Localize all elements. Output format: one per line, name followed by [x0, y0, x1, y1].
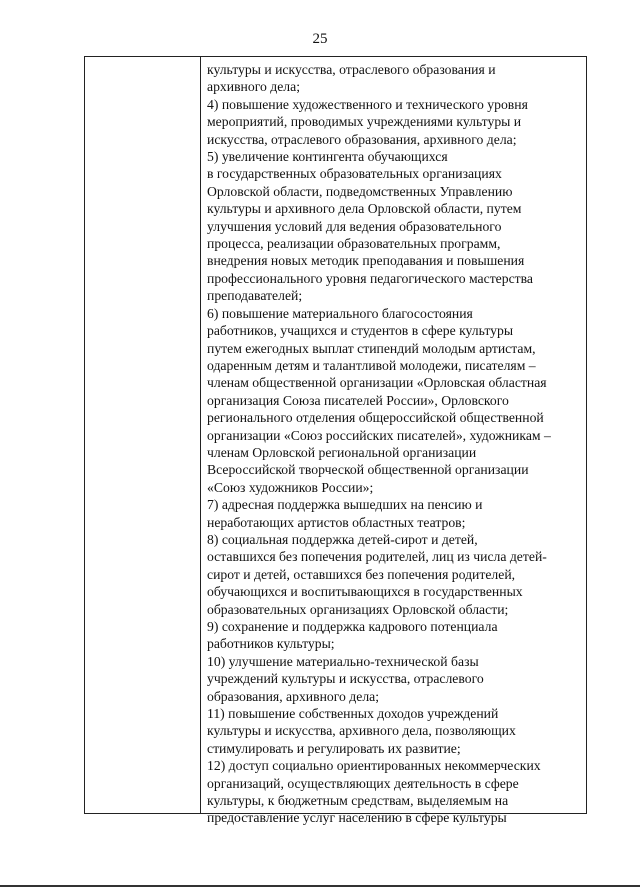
text-line: «Союз художников России»;: [207, 479, 374, 495]
text-line: работников культуры;: [207, 636, 335, 652]
text-line: процесса, реализации образовательных программ,: [207, 236, 501, 252]
document-table: [84, 56, 587, 826]
text-line: Всероссийской творческой общественной организации: [207, 462, 529, 478]
text-line: культуры и искусства, отраслевого образования и: [207, 62, 496, 77]
text-line: 6) повышение материального благосостояния: [207, 305, 473, 321]
text-line: членам общественной организации «Орловская областная: [207, 375, 547, 391]
text-line: культуры, к бюджетным средствам, выделяемым на: [207, 793, 509, 809]
text-line: 5) увеличение контингента обучающихся: [207, 149, 448, 165]
text-line: 8) социальная поддержка детей-сирот и детей,: [207, 531, 478, 547]
text-line: организаций, осуществляющих деятельность в сфере: [207, 775, 519, 791]
text-line: стимулировать и регулировать их развитие;: [207, 740, 461, 756]
text-line: мероприятий, проводимых учреждениями культуры и: [207, 114, 522, 130]
page-number: 25: [312, 31, 328, 47]
text-line: 12) доступ социально ориентированных некоммерческих: [207, 758, 541, 774]
text-line: 11) повышение собственных доходов учреждений: [207, 706, 499, 722]
table-right-cell: [201, 57, 586, 826]
text-line: работников, учащихся и студентов в сфере культуры: [207, 323, 514, 339]
text-line: организация Союза писателей России», Орловского: [207, 392, 509, 408]
text-line: 4) повышение художественного и технического уровня: [207, 96, 528, 112]
text-line: учреждений культуры и искусства, отраслевого: [207, 671, 484, 687]
text-line: организации «Союз российских писателей», художникам –: [207, 427, 551, 443]
text-line: 7) адресная поддержка вышедших на пенсию и: [207, 497, 483, 513]
text-line: одаренным детям и талантливой молодежи, писателям –: [207, 357, 536, 373]
text-line: внедрения новых методик преподавания и повышения: [207, 253, 525, 269]
text-line: 9) сохранение и поддержка кадрового потенциала: [207, 619, 498, 634]
text-line: предоставление услуг населению в сфере культуры: [207, 810, 507, 826]
text-line: архивного дела;: [207, 79, 301, 95]
text-line: профессионального уровня педагогического мастерства: [207, 270, 534, 286]
text-line: культуры и искусства, архивного дела, позволяющих: [207, 723, 516, 739]
text-line: Орловской области, подведомственных Управлению: [207, 183, 513, 199]
text-line: 10) улучшение материально-технической базы: [207, 653, 479, 669]
text-line: членам Орловской региональной организации: [207, 444, 477, 460]
table-left-cell: [85, 57, 201, 813]
text-line: в государственных образовательных организациях: [207, 166, 502, 182]
text-line: искусства, отраслевого образования, архивного дела;: [207, 131, 517, 147]
text-line: оставшихся без попечения родителей, лиц из числа детей-: [207, 549, 547, 565]
text-line: регионального отделения общероссийской общественной: [207, 410, 544, 426]
text-line: улучшения условий для ведения образовательного: [207, 218, 502, 234]
text-line: преподавателей;: [207, 288, 303, 304]
text-line: образовательных организациях Орловской области;: [207, 601, 509, 617]
text-line: образования, архивного дела;: [207, 688, 380, 704]
text-line: обучающихся и воспитывающихся в государственных: [207, 584, 523, 600]
text-line: неработающих артистов областных театров;: [207, 514, 466, 530]
text-line: сирот и детей, оставшихся без попечения родителей,: [207, 566, 516, 582]
page-bottom-rule: [0, 885, 640, 887]
text-line: культуры и архивного дела Орловской области, путем: [207, 201, 522, 217]
text-line: путем ежегодных выплат стипендий молодым артистам,: [207, 340, 536, 356]
